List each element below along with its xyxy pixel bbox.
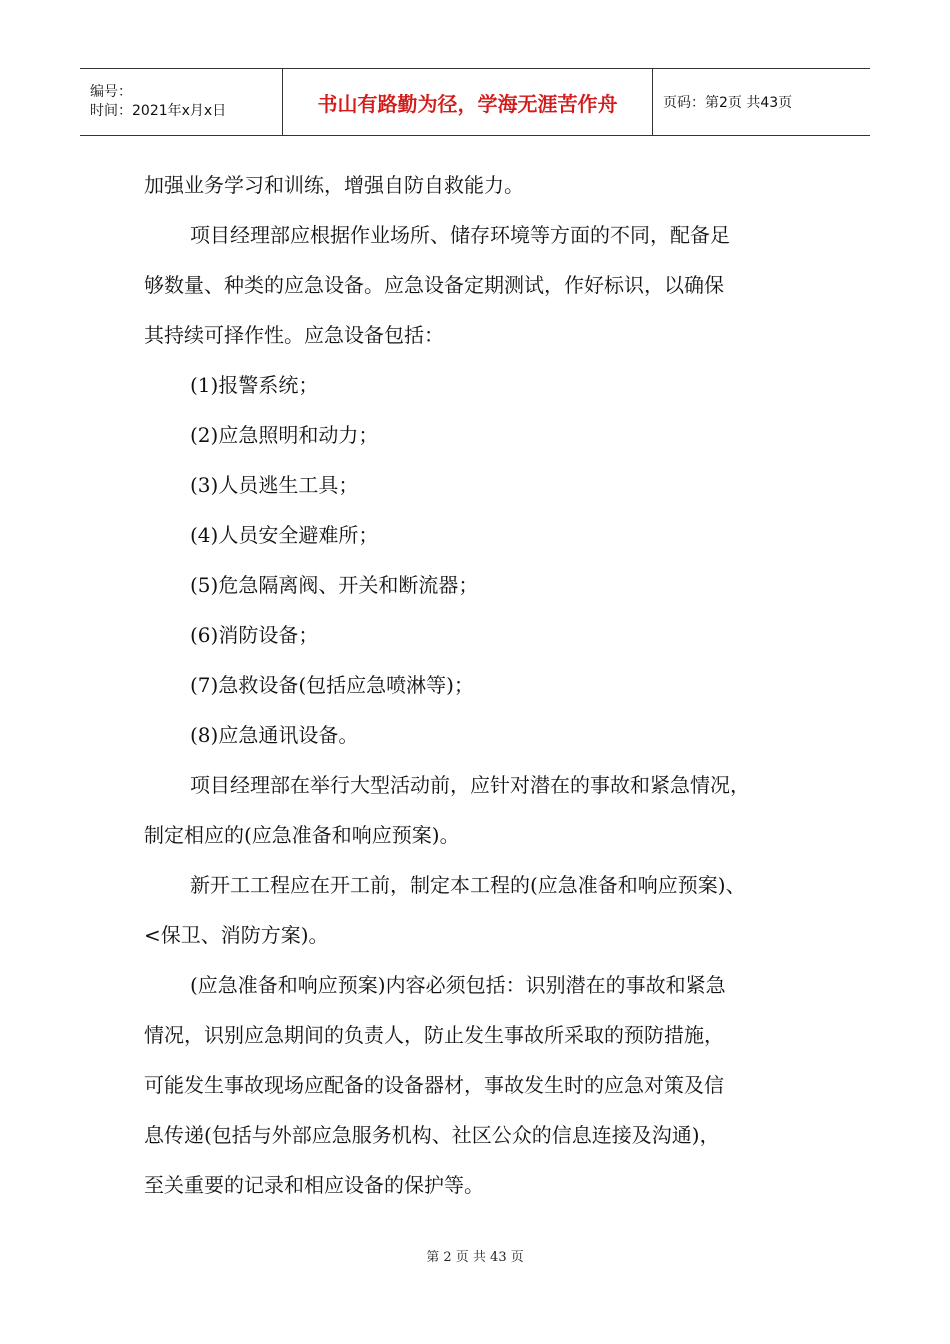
list-item: (4)人员安全避难所；: [190, 523, 379, 547]
list-item: (6)消防设备；: [190, 623, 319, 647]
body-line: 制定相应的(应急准备和响应预案)。: [144, 823, 460, 847]
body-line: 够数量、种类的应急设备。应急设备定期测试，作好标识，以确保: [144, 273, 724, 297]
number-label: 编号：: [90, 84, 132, 100]
page-footer: 第 2 页 共 43 页: [426, 1250, 524, 1265]
list-item: (8)应急通讯设备。: [190, 723, 359, 747]
body-line: 至关重要的记录和相应设备的保护等。: [144, 1173, 484, 1197]
body-line: 其持续可择作性。应急设备包括：: [144, 323, 444, 347]
body-line: 加强业务学习和训练，增强自防自救能力。: [144, 173, 524, 197]
body-line: 新开工工程应在开工前，制定本工程的(应急准备和响应预案)、: [190, 873, 746, 897]
document-body: [144, 160, 834, 1210]
header-meta: [80, 69, 283, 135]
body-line: (应急准备和响应预案)内容必须包括：识别潜在的事故和紧急: [190, 973, 726, 997]
page-header: [80, 68, 870, 136]
body-line: <保卫、消防方案)。: [144, 923, 329, 947]
body-line: 项目经理部应根据作业场所、储存环境等方面的不同，配备足: [190, 223, 730, 247]
list-item: (1)报警系统；: [190, 373, 319, 397]
body-line: 可能发生事故现场应配备的设备器材，事故发生时的应急对策及信: [144, 1073, 724, 1097]
body-line: 情况，识别应急期间的负责人，防止发生事故所采取的预防措施，: [144, 1023, 724, 1047]
list-item: (7)急救设备(包括应急喷淋等)；: [190, 673, 474, 697]
list-item: (5)危急隔离阀、开关和断流器；: [190, 573, 479, 597]
list-item: (2)应急照明和动力；: [190, 423, 379, 447]
body-line: 项目经理部在举行大型活动前，应针对潜在的事故和紧急情况，: [190, 773, 750, 797]
body-line: 息传递(包括与外部应急服务机构、社区公众的信息连接及沟通)，: [144, 1123, 720, 1147]
time-label: 时间：2021年x月x日: [90, 103, 227, 119]
header-page-info: 页码：第2页 共43页: [663, 95, 793, 111]
list-item: (3)人员逃生工具；: [190, 473, 359, 497]
header-motto: 书山有路勤为径，学海无涯苦作舟: [283, 69, 653, 135]
